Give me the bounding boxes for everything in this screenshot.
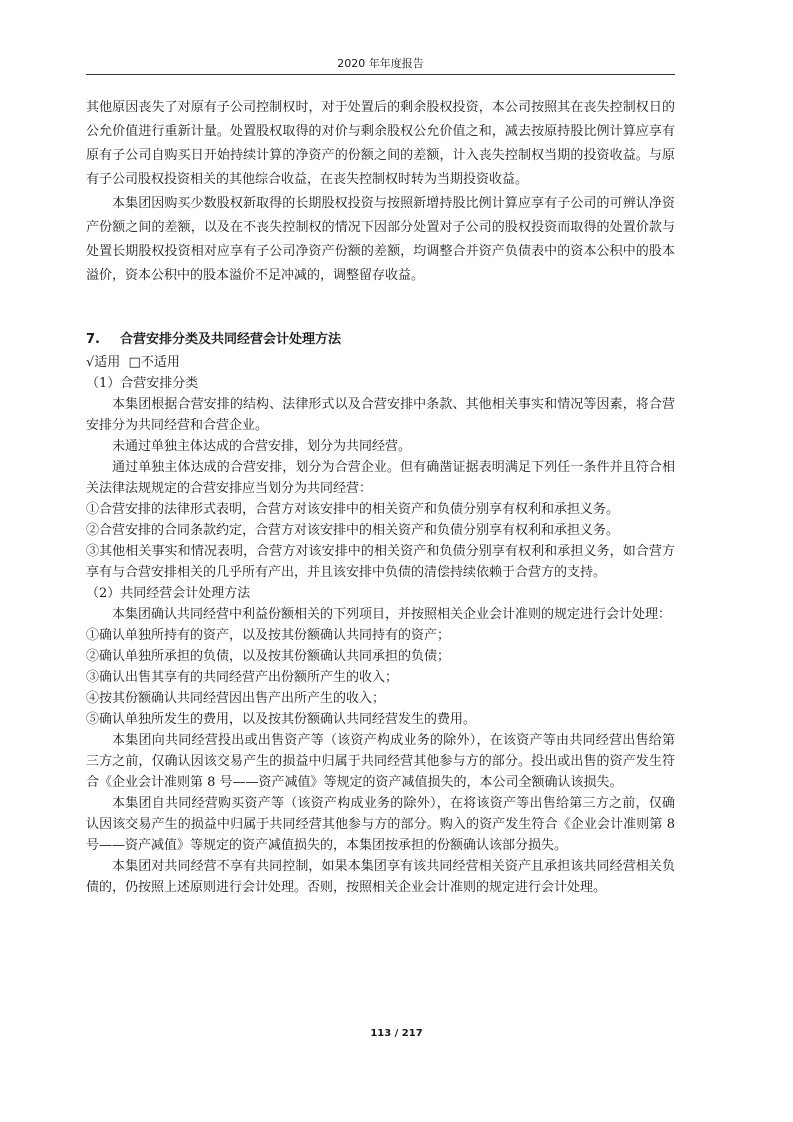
sub2-paragraph-3: 本集团自共同经营购买资产等（该资产构成业务的除外），在将该资产等出售给第三方之前，仅确认因该交易产生的损益中归属于共同经营其他参与方的部分。购入的资产发生符合《企业会计准则第 8 号——资产减值》等规定的资产减值损失的，本集团按承担的份额确认该部分损失。 bbox=[86, 796, 675, 853]
section-heading bbox=[86, 328, 675, 352]
sub2-list-item: ⑤确认单独所发生的费用，以及按其份额确认共同经营发生的费用。 bbox=[86, 712, 477, 727]
sub2-paragraph-1: 本集团确认共同经营中利益份额相关的下列项目，并按照相关企业会计准则的规定进行会计处理： bbox=[112, 607, 672, 622]
section-title: 合营安排分类及共同经营会计处理方法 bbox=[120, 332, 342, 347]
sub2-list-item: ②确认单独所承担的负债，以及按其份额确认共同承担的负债； bbox=[86, 649, 451, 664]
subsection-2-title: （2）共同经营会计处理方法 bbox=[86, 586, 251, 601]
sub2-paragraph-2: 本集团向共同经营投出或出售资产等（该资产构成业务的除外），在该资产等由共同经营出售给第三方之前，仅确认因该交易产生的损益中归属于共同经营其他参与方的部分。投出或出售的资产发生符合《企业会计准则第 8 号——资产减值》等规定的资产减值损失的，本公司全额确认该损失。 bbox=[86, 733, 675, 790]
sub1-paragraph-2: 未通过单独主体达成的合营安排，划分为共同经营。 bbox=[112, 439, 412, 454]
sub2-list-item: ④按其份额确认共同经营因出售产出所产生的收入； bbox=[86, 691, 386, 706]
subsection-1-title: （1）合营安排分类 bbox=[86, 376, 199, 391]
sub1-paragraph-3: 通过单独主体达成的合营安排，划分为合营企业。但有确凿证据表明满足下列任一条件并且符合相关法律法规规定的合营安排应当划分为共同经营： bbox=[86, 460, 675, 496]
page-number: 113 / 217 bbox=[370, 1028, 423, 1039]
applicable-status: √适用 □不适用 bbox=[86, 355, 180, 370]
sub1-list-item: ③其他相关事实和情况表明，合营方对该安排中的相关资产和负债分别享有权利和承担义务，如合营方享有与合营安排相关的几乎所有产出，并且该安排中负债的清偿持续依赖于合营方的支持。 bbox=[86, 544, 675, 580]
sub1-paragraph-1: 本集团根据合营安排的结构、法律形式以及合营安排中条款、其他相关事实和情况等因素，将合营安排分为共同经营和合营企业。 bbox=[86, 397, 675, 433]
intro-paragraph-1: 其他原因丧失了对原有子公司控制权时，对于处置后的剩余股权投资，本公司按照其在丧失控制权日的公允价值进行重新计量。处置股权取得的对价与剩余股权公允价值之和，减去按原持股比例计算应享有原有子公司自购买日开始持续计算的净资产的份额之间的差额，计入丧失控制权当期的投资收益。与原有子公司股权投资相关的其他综合收益，在丧失控制权时转为当期投资收益。 bbox=[86, 100, 675, 187]
section-number: 7. bbox=[86, 332, 100, 347]
sub1-list-item: ②合营安排的合同条款约定，合营方对该安排中的相关资产和负债分别享有权利和承担义务。 bbox=[86, 523, 620, 538]
sub2-list-item: ③确认出售其享有的共同经营产出份额所产生的收入； bbox=[86, 670, 399, 685]
sub2-list-item: ①确认单独所持有的资产，以及按其份额确认共同持有的资产； bbox=[86, 628, 451, 643]
intro-paragraph-2: 本集团因购买少数股权新取得的长期股权投资与按照新增持股比例计算应享有子公司的可辨认净资产份额之间的差额，以及在不丧失控制权的情况下因部分处置对子公司的股权投资而取得的处置价款与处置长期股权投资相对应享有子公司净资产份额的差额，均调整合并资产负债表中的资本公积中的股本溢价，资本公积中的股本溢价不足冲减的，调整留存收益。 bbox=[86, 196, 675, 283]
sub2-paragraph-4: 本集团对共同经营不享有共同控制，如果本集团享有该共同经营相关资产且承担该共同经营相关负债的，仍按照上述原则进行会计处理。否则，按照相关企业会计准则的规定进行会计处理。 bbox=[86, 859, 675, 895]
sub1-list-item: ①合营安排的法律形式表明，合营方对该安排中的相关资产和负债分别享有权利和承担义务。 bbox=[86, 502, 620, 517]
page-header: 2020 年年度报告 bbox=[86, 56, 675, 75]
page-content bbox=[86, 96, 675, 898]
